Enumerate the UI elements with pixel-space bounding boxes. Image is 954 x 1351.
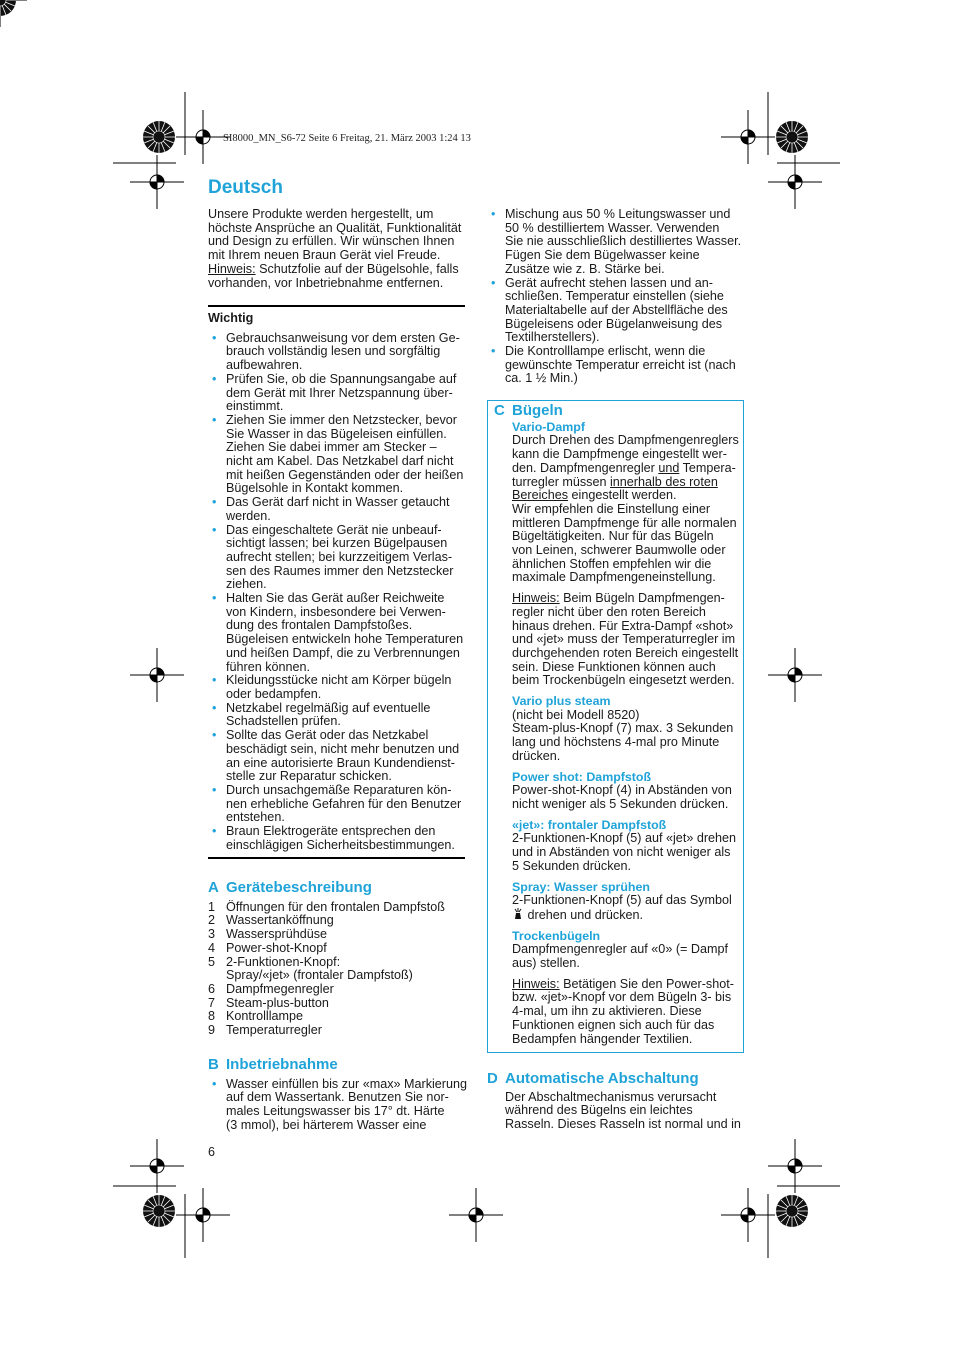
text-line: Durch Drehen des Dampfmengenreglers: [512, 433, 739, 448]
section-c-letter: C: [494, 402, 505, 419]
list-item: [208, 729, 470, 784]
text-line: von Leinen, schwerer Baumwolle oder: [512, 543, 726, 558]
section-b-continued: [487, 208, 749, 386]
text-line: Rasseln. Dieses Rasseln ist normal und in: [505, 1117, 741, 1132]
page-number: 6: [208, 1145, 216, 1159]
text-line: ziehen.: [226, 577, 267, 592]
text-line: Temperaturregler: [226, 1023, 322, 1038]
hint-text: Betätigen Sie den Power-shot-: [559, 976, 734, 991]
text-line: mit heißen Gegenständen oder der heißen: [226, 467, 464, 482]
text-line: • Ziehen Sie immer den Netzstecker, bevor: [226, 412, 457, 427]
text-line: führen können.: [226, 659, 311, 674]
text-line: • Das Gerät darf nicht in Wasser getaucht: [226, 495, 450, 510]
section-b-heading: [208, 1058, 470, 1072]
text-line: Textilherstellers).: [505, 330, 600, 345]
underlined-text: Bereiches: [512, 488, 569, 503]
text-line: einschlägigen Sicherheitsbestimmungen.: [226, 837, 455, 852]
text-line: ca. 1 ½ Min.): [505, 371, 578, 386]
part-number: 7: [208, 995, 216, 1010]
section-b-list-cont: [487, 208, 749, 277]
parts-list-item: [208, 1024, 470, 1038]
list-line: Fügen Sie dem Bügelwasser keine: [505, 248, 700, 263]
section-b-items: [487, 277, 749, 387]
text-line: Bügeltätigkeiten. Nur für das Bügeln: [512, 529, 714, 544]
parts-list-item: [208, 1010, 470, 1024]
jet-lines: [512, 832, 744, 873]
parts-list-item: [208, 956, 470, 983]
intro-line: mit Ihrem neuen Braun Gerät viel Freude.: [208, 248, 441, 263]
text-line: • Durch unsachgemäße Reparaturen kön-: [226, 782, 452, 797]
text-line: an eine autorisierte Braun Kundendienst-: [226, 755, 455, 770]
list-item: [487, 345, 749, 386]
text-line: und heißen Dampf, die zu Verbrennungen: [226, 645, 460, 660]
text-line: Steam-plus-Knopf (7) max. 3 Sekunden: [512, 721, 734, 736]
list-line: 50 % destilliertem Wasser. Verwenden: [505, 220, 720, 235]
text-line: entstehen.: [226, 810, 285, 825]
intro-hint-line: vorhanden, vor Inbetriebnahme entfernen.: [208, 275, 444, 290]
text-line: [512, 489, 744, 503]
list-item: [208, 332, 470, 373]
wichtig-section: [208, 312, 470, 852]
text-line: • Netzkabel regelmäßig auf eventuelle: [226, 700, 431, 715]
vario-plus-lines: [512, 709, 744, 764]
part-number: 5: [208, 954, 216, 969]
text-line: 4-mal, um ihn zu aktivieren. Diese: [512, 1004, 702, 1019]
list-item: [208, 702, 470, 729]
text-line: Wassersprühdüse: [226, 927, 328, 942]
vario-plus-heading: Vario plus steam: [512, 694, 611, 709]
text-line: durchgehenden roten Bereich eingestellt: [512, 645, 739, 660]
text-line: Spray/«jet» (frontaler Dampfstoß): [226, 968, 413, 983]
underlined-text: innerhalb des roten: [610, 474, 718, 489]
hint-text: Schutzfolie auf der Bügelsohle, falls: [255, 261, 459, 276]
parts-list-item: [208, 942, 470, 956]
text-line: sichtigt lassen; bei kurzen Bügelpausen: [226, 536, 448, 551]
section-d-title: Automatische Abschaltung: [505, 1070, 699, 1087]
text-line: 2-Funktionen-Knopf:: [226, 954, 341, 969]
jet-heading: «jet»: frontaler Dampfstoß: [512, 817, 667, 832]
list-item: [208, 373, 470, 414]
text-span: Tempera-: [679, 460, 736, 475]
spray-symbol-icon: [512, 908, 524, 920]
section-b: [208, 1058, 470, 1133]
text-line: nicht weniger als 5 Sekunden drücken.: [512, 796, 729, 811]
list-item: [487, 277, 749, 346]
text-line: von Kindern, insbesondere bei Verwen-: [226, 604, 446, 619]
section-c-title: Bügeln: [512, 402, 563, 419]
text-line: 2-Funktionen-Knopf (5) auf «jet» drehen: [512, 831, 737, 846]
text-line: • Gebrauchsanweisung vor dem ersten Ge-: [226, 330, 460, 345]
section-c: [494, 404, 744, 1046]
section-a: [208, 881, 470, 1038]
power-shot-lines: [512, 784, 744, 811]
vario-dampf-more: [512, 503, 744, 585]
text-line: Wassertanköffnung: [226, 913, 334, 928]
text-line: hinaus drehen. Für Extra-Dampf «shot»: [512, 618, 734, 633]
text-line: • Prüfen Sie, ob die Spannungsangabe auf: [226, 371, 457, 386]
list-item-continued: [487, 208, 749, 277]
divider-bottom: [208, 857, 465, 859]
text-line: [512, 462, 744, 476]
hint-line: [512, 592, 744, 606]
text-line: sen des Raumes immer den Netzstecker: [226, 563, 454, 578]
text-line: Materialtabelle auf der Abstellfläche des: [505, 302, 728, 317]
intro-line: und Design zu erfüllen. Wir wünschen Ihnen: [208, 234, 455, 249]
list-item: [208, 784, 470, 825]
text-line: einstimmt.: [226, 399, 284, 414]
underlined-text: und: [658, 460, 680, 475]
text-line: • Sollte das Gerät oder das Netzkabel: [226, 728, 429, 743]
text-line: Bügeleisens oder Bügelanweisung des: [505, 316, 723, 331]
text-line: kann die Dampfmenge eingestellt wer-: [512, 447, 727, 462]
parts-list-item: [208, 914, 470, 928]
text-line: ähnlichen Stoffen empfehlen wir die: [512, 556, 712, 571]
text-line: brauch vollständig lesen und sorgfältig: [226, 344, 441, 359]
text-line: Power-shot-Knopf: [226, 940, 327, 955]
text-line: Öffnungen für den frontalen Dampfstoß: [226, 899, 445, 914]
section-d-heading: [487, 1072, 749, 1086]
section-a-title: Gerätebeschreibung: [226, 879, 372, 896]
section-d: [487, 1072, 749, 1132]
print-slug: SI8000_MN_S6-72 Seite 6 Freitag, 21. März 2003 1:24 13: [223, 133, 471, 144]
parts-list-item: [208, 901, 470, 915]
text-line: Schadstellen prüfen.: [226, 714, 341, 729]
list-line: • Mischung aus 50 % Leitungswasser und: [505, 207, 731, 221]
section-d-lines: [487, 1091, 749, 1132]
text-line: aufrecht stellen; bei kurzzeitigem Verlas-: [226, 549, 453, 564]
intro-line: höchste Ansprüche an Qualität, Funktionalität: [208, 220, 462, 235]
part-number: 4: [208, 940, 216, 955]
text-line: • Halten Sie das Gerät außer Reichweite: [226, 591, 445, 606]
text-line: • Kleidungsstücke nicht am Körper bügeln: [226, 673, 452, 688]
wichtig-heading: Wichtig: [208, 311, 254, 325]
text-line: nen erhebliche Gefahren für den Benutzer: [226, 796, 462, 811]
text-line: beim Trockenbügeln eingesetzt werden.: [512, 673, 735, 688]
section-a-heading: [208, 881, 470, 895]
text-line: drücken.: [512, 748, 561, 763]
text-line: Bügelsohle in Kontakt kommen.: [226, 481, 404, 496]
text-line: und in Abständen von nicht weniger als: [512, 845, 731, 860]
page-title: Deutsch: [208, 177, 283, 198]
hint-label: Hinweis:: [208, 261, 256, 276]
power-shot-heading: Power shot: Dampfstoß: [512, 769, 652, 784]
list-item: [208, 674, 470, 701]
list-line: Sie nie ausschließlich destilliertes Wasser.: [505, 234, 742, 249]
text-line: regler nicht über den roten Bereich: [512, 604, 706, 619]
text-line: oder bedampfen.: [226, 686, 322, 701]
text-line: 2-Funktionen-Knopf (5) auf das Symbol: [512, 893, 732, 908]
text-line: dung des frontalen Dampfstoßes.: [226, 618, 413, 633]
list-item: [208, 825, 470, 852]
text-line: stelle zur Reparatur schicken.: [226, 769, 392, 784]
hint-label: Hinweis:: [512, 591, 560, 606]
hint-label: Hinweis:: [512, 976, 560, 991]
text-line: dem Gerät mit Ihrer Netzspannung über-: [226, 385, 453, 400]
text-line: [512, 908, 744, 923]
list-line: auf dem Wassertank. Benutzen Sie nor-: [226, 1090, 449, 1105]
part-number: 2: [208, 913, 216, 928]
section-b-title: Inbetriebnahme: [226, 1056, 338, 1073]
list-item: [208, 1078, 470, 1133]
text-line: Steam-plus-button: [226, 995, 329, 1010]
list-line: (3 mmol), bei härterem Wasser eine: [226, 1117, 427, 1132]
parts-list-item: [208, 983, 470, 997]
vario-dampf-heading: Vario-Dampf: [512, 419, 585, 434]
text-line: gewünschte Temperatur erreicht ist (nach: [505, 357, 736, 372]
intro-block: [208, 208, 468, 290]
section-b-letter: B: [208, 1056, 219, 1073]
text-line: • Das eingeschaltete Gerät nie unbeauf-: [226, 522, 442, 537]
text-line: Funktionen eignen sich auch für das: [512, 1017, 715, 1032]
text-line: Ziehen Sie dabei immer am Stecker –: [226, 440, 437, 455]
section-d-letter: D: [487, 1070, 498, 1087]
text-line: maximale Dampfmengeneinstellung.: [512, 570, 716, 585]
trocken-heading: Trockenbügeln: [512, 928, 601, 943]
part-number: 3: [208, 927, 216, 942]
text-line: Dampfmegenregler: [226, 981, 334, 996]
parts-list-item: [208, 997, 470, 1011]
text-line: nicht am Kabel. Das Netzkabel darf nicht: [226, 454, 454, 469]
text-line: [512, 476, 744, 490]
part-number: 8: [208, 1009, 216, 1024]
list-item: [208, 496, 470, 523]
intro-line: Unsere Produkte werden hergestellt, um: [208, 207, 434, 221]
hint1-more: [512, 606, 744, 688]
section-b-list: [208, 1078, 470, 1133]
divider-top: [208, 305, 465, 307]
text-line: (nicht bei Modell 8520): [512, 707, 640, 722]
parts-list: [208, 901, 470, 1038]
text-line: mittleren Dampfmenge für alle normalen: [512, 515, 737, 530]
text-line: aufbewahren.: [226, 358, 303, 373]
list-item: [208, 592, 470, 674]
spray-heading: Spray: Wasser sprühen: [512, 879, 650, 894]
wichtig-list: [208, 332, 470, 853]
list-line: • Wasser einfüllen bis zur «max» Markierung: [226, 1076, 468, 1091]
text-line: Der Abschaltmechanismus verursacht: [505, 1089, 717, 1104]
list-line: Zusätze wie z. B. Stärke bei.: [505, 261, 665, 276]
text-line: lang und höchstens 4-mal pro Minute: [512, 735, 720, 750]
text-line: Wir empfehlen die Einstellung einer: [512, 501, 711, 516]
part-number: 1: [208, 899, 216, 914]
part-number: 9: [208, 1023, 216, 1038]
section-a-letter: A: [208, 879, 219, 896]
text-line: Sie Wasser in das Bügeleisen einfüllen.: [226, 426, 447, 441]
trocken-lines: [512, 943, 744, 970]
text-line: • Braun Elektrogeräte entsprechen den: [226, 824, 436, 839]
text-line: • Gerät aufrecht stehen lassen und an-: [505, 275, 713, 290]
list-item: [208, 524, 470, 593]
part-number: 6: [208, 981, 216, 996]
text-line: während des Bügelns ein leichtes: [505, 1103, 693, 1118]
text-line: sein. Diese Funktionen können auch: [512, 659, 716, 674]
text-span: turregler müssen: [512, 474, 610, 489]
list-item: [208, 414, 470, 496]
intro-hint: [208, 263, 468, 277]
text-line: Dampfmengenregler auf «0» (= Dampf: [512, 942, 728, 957]
text-line: • Die Kontrolllampe erlischt, wenn die: [505, 344, 706, 359]
hint-text: Beim Bügeln Dampfmengen-: [559, 591, 725, 606]
section-c-heading: [494, 404, 744, 418]
parts-list-item: [208, 928, 470, 942]
text-line: aus) stellen.: [512, 956, 580, 971]
section-c-body: [494, 421, 744, 1047]
text-span: den. Dampfmengenregler: [512, 460, 659, 475]
text-line: Bügeleisen entwickeln hohe Temperaturen: [226, 632, 464, 647]
text-line: Bedampfen hängender Textilien.: [512, 1031, 693, 1046]
text-line: Power-shot-Knopf (4) in Abständen von: [512, 783, 732, 798]
list-line: males Leitungswasser bis 17° dt. Härte: [226, 1104, 445, 1119]
text-line: und «jet» muss der Temperaturregler im: [512, 632, 736, 647]
text-line: 5 Sekunden drücken.: [512, 858, 632, 873]
text-span: eingestellt werden.: [568, 488, 677, 503]
hint2-more: [512, 991, 744, 1046]
text-line: schließen. Temperatur einstellen (siehe: [505, 289, 724, 304]
text-span: drehen und drücken.: [524, 907, 644, 922]
text-line: beschädigt sein, nicht mehr benutzen und: [226, 741, 460, 756]
hint-line: [512, 978, 744, 992]
text-line: werden.: [226, 508, 271, 523]
text-line: bzw. «jet»-Knopf vor dem Bügeln 3- bis: [512, 990, 732, 1005]
text-line: Kontrolllampe: [226, 1009, 304, 1024]
